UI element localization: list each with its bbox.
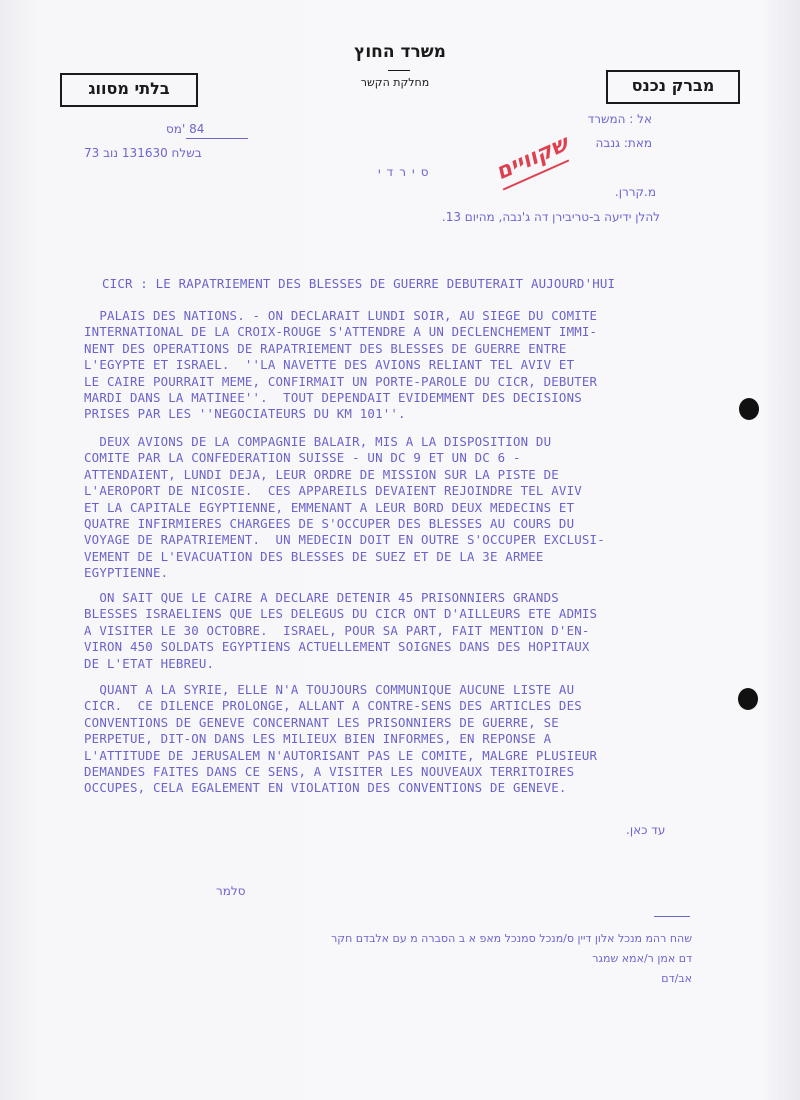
- copy-number-rule: [186, 138, 248, 139]
- distribution-line: שהח רהמ מנכל אלון דיין ס/מנכל סמנכל מאפ א ב הסברה מ עם אלבדם חקר: [331, 932, 692, 945]
- red-handwritten-stamp: שקוויים: [492, 131, 572, 186]
- dispatch-line: בשלח 131630 נוב 73: [84, 146, 202, 160]
- distribution-rule: [654, 916, 690, 917]
- copy-number: 84 'מס: [166, 122, 205, 136]
- message-type-box: מברק נכנס: [606, 70, 740, 104]
- classification-box: בלתי מסווג: [60, 73, 198, 107]
- classification-line: סירדי: [378, 165, 435, 179]
- headline: CICR : LE RAPATRIEMENT DES BLESSES DE GUERRE DEBUTERAIT AUJOURD'HUI: [102, 276, 616, 291]
- to-line: אל : המשרד: [587, 112, 652, 126]
- body-paragraph: DEUX AVIONS DE LA COMPAGNIE BALAIR, MIS A LA DISPOSITION DU COMITE PAR LA CONFEDERATION SUISSE - UN DC 9 ET UN DC 6 - ATTENDAIENT, LUNDI DEJA, LEUR ORDRE DE MISSION SUR LA PISTE DE L'AEROPORT DE NICOSIE. CES APPAREILS DEVAIENT REJOINDRE TEL AVIV ET LA CAPITALE EGYPTIENNE, EMMENANT A LEUR BORD DEUX MEDECINS ET QUATRE INFIRMIERES CHARGEES DE S'OCCUPER DES BLESSES AU COURS DU VOYAGE DE RAPATRIEMENT. UN MEDECIN DOIT EN OUTRE S'OCCUPER EXCLUSI- VEMENT DE L'EVACUATION DES BLESSES DE SUEZ ET DE LA 3E ARMEE EGYPTIENNE.: [84, 434, 605, 581]
- signature: סלמר: [216, 884, 246, 898]
- ministry-rule: [388, 70, 410, 71]
- intro-line: להלן ידיעה ב-טריבירן דה ג'נבה, מהיום 13.: [441, 210, 660, 224]
- body-paragraph: PALAIS DES NATIONS. - ON DECLARAIT LUNDI SOIR, AU SIEGE DU COMITE INTERNATIONAL DE LA CROIX-ROUGE S'ATTENDRE A UN DECLENCHEMENT IMMI- NENT DES OPERATIONS DE RAPATRIEMENT DES BLESSES DE GUERRE ENTRE L'EGYPTE ET ISRAEL. ''LA NAVETTE DES AVIONS RELIANT TEL AVIV ET LE CAIRE POURRAIT MEME, CONFIRMAIT UN PORTE-PAROLE DU CICR, DEBUTER MARDI DANS LA MATINEE''. TOUT DEPENDAIT EVIDEMMENT DES DECISIONS PRISES PAR LES ''NEGOCIATEURS DU KM 101''.: [84, 308, 598, 422]
- distribution-line: דם אמן ר/אמא שמגר: [592, 952, 692, 965]
- body-paragraph: QUANT A LA SYRIE, ELLE N'A TOUJOURS COMMUNIQUE AUCUNE LISTE AU CICR. CE DILENCE PROLONGE, ALLANT A CONTRE-SENS DES ARTICLES DES CONVENTIONS DE GENEVE CONCERNANT LES PRISONNIERS DE GUERRE, SE PERPETUE, DIT-ON DANS LES MILIEUX BIEN INFORMES, EN REPONSE A L'ATTITUDE DE JERUSALEM N'AUTORISANT PAS LE COMITE, MALGRE PLUSIEUR DEMANDES FAITES DANS CE SENS, A VISITER LES NOUVEAUX TERRITOIRES OCCUPES, CELA EGALEMENT EN VIOLATION DES CONVENTIONS DE GENEVE.: [84, 682, 598, 796]
- distribution-line: אב/דם: [661, 972, 692, 985]
- ministry-title: משרד החוץ: [354, 42, 446, 62]
- from-line: מאת: גנבה: [595, 136, 652, 150]
- recipient-line: מ.קררן.: [614, 185, 656, 199]
- department-name: מחלקת הקשר: [360, 76, 430, 89]
- punch-hole: [739, 398, 759, 420]
- body-paragraph: ON SAIT QUE LE CAIRE A DECLARE DETENIR 45 PRISONNIERS GRANDS BLESSES ISRAELIENS QUE LES DELEGUS DU CICR ONT D'AILLEURS ETE ADMIS A VISITER LE 30 OCTOBRE. ISRAEL, POUR SA PART, FAIT MENTION D'EN- VIRON 450 SOLDATS EGYPTIENS ACTUELLEMENT SOIGNES DANS DES HOPITAUX DE L'ETAT HEBREU.: [84, 590, 598, 671]
- end-mark: עד כאן.: [626, 823, 666, 837]
- punch-hole: [738, 688, 758, 710]
